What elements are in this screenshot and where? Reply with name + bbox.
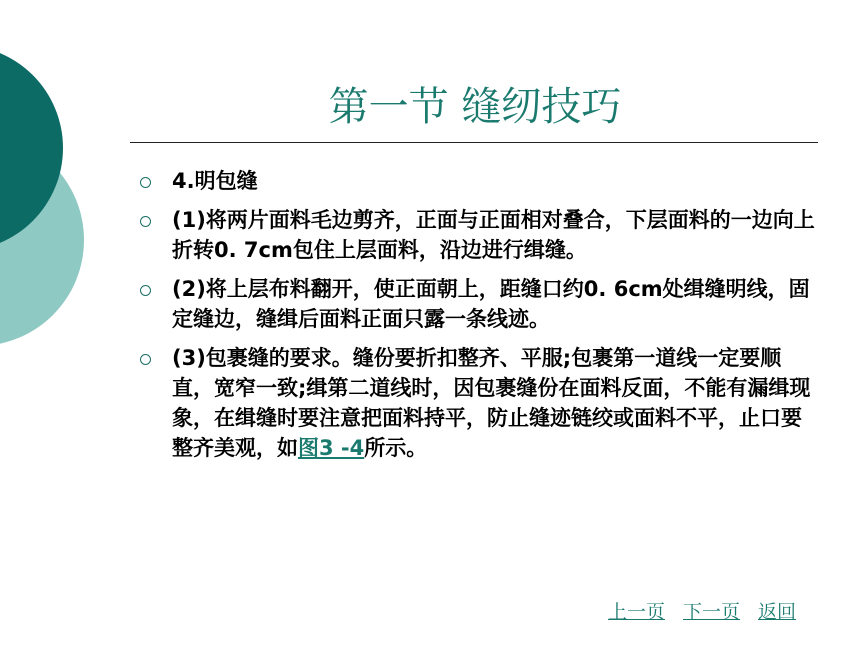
- bullet-marker-icon: [140, 216, 151, 227]
- bullet-item-step-3: [140, 343, 820, 463]
- dark-circle: [0, 45, 63, 251]
- bullet-item-heading: [140, 166, 820, 196]
- back-link[interactable]: 返回: [758, 601, 797, 623]
- bullet-text: (1)将两片面料毛边剪齐，正面与正面相对叠合，下层面料的一边向上折转0. 7cm包住上层面料，沿边进行缉缝。: [172, 208, 815, 262]
- bullet-marker-icon: [140, 354, 151, 365]
- bullet-text-before: (3)包裹缝的要求。缝份要折扣整齐、平服;包裹第一道线一定要顺直，宽窄一致;缉第二道线时，因包裹缝份在面料反面，不能有漏缉现象，在缉缝时要注意把面料持平，防止缝迹链绞或面料不平，止口要整齐美观，如: [172, 346, 811, 460]
- bullet-marker-icon: [140, 285, 151, 296]
- bullet-text: (2)将上层布料翻开，使正面朝上，距缝口约0. 6cm处缉缝明线，固定缝边，缝缉后面料正面只露一条线迹。: [172, 277, 810, 331]
- figure-link[interactable]: 图3 -4: [298, 436, 365, 460]
- bullet-item-step-2: [140, 274, 820, 334]
- bullet-item-step-1: [140, 205, 820, 265]
- bullet-list: [140, 166, 820, 472]
- slide-navigation: [608, 597, 796, 624]
- prev-page-link[interactable]: 上一页: [608, 601, 666, 623]
- next-page-link[interactable]: 下一页: [683, 601, 741, 623]
- bullet-text-after: 所示。: [364, 436, 428, 460]
- slide-title: 第一节 缝纫技巧: [328, 84, 622, 130]
- title-divider: [130, 142, 818, 143]
- bullet-marker-icon: [140, 177, 151, 188]
- light-circle: [0, 134, 84, 346]
- bullet-text: 4.明包缝: [172, 169, 258, 193]
